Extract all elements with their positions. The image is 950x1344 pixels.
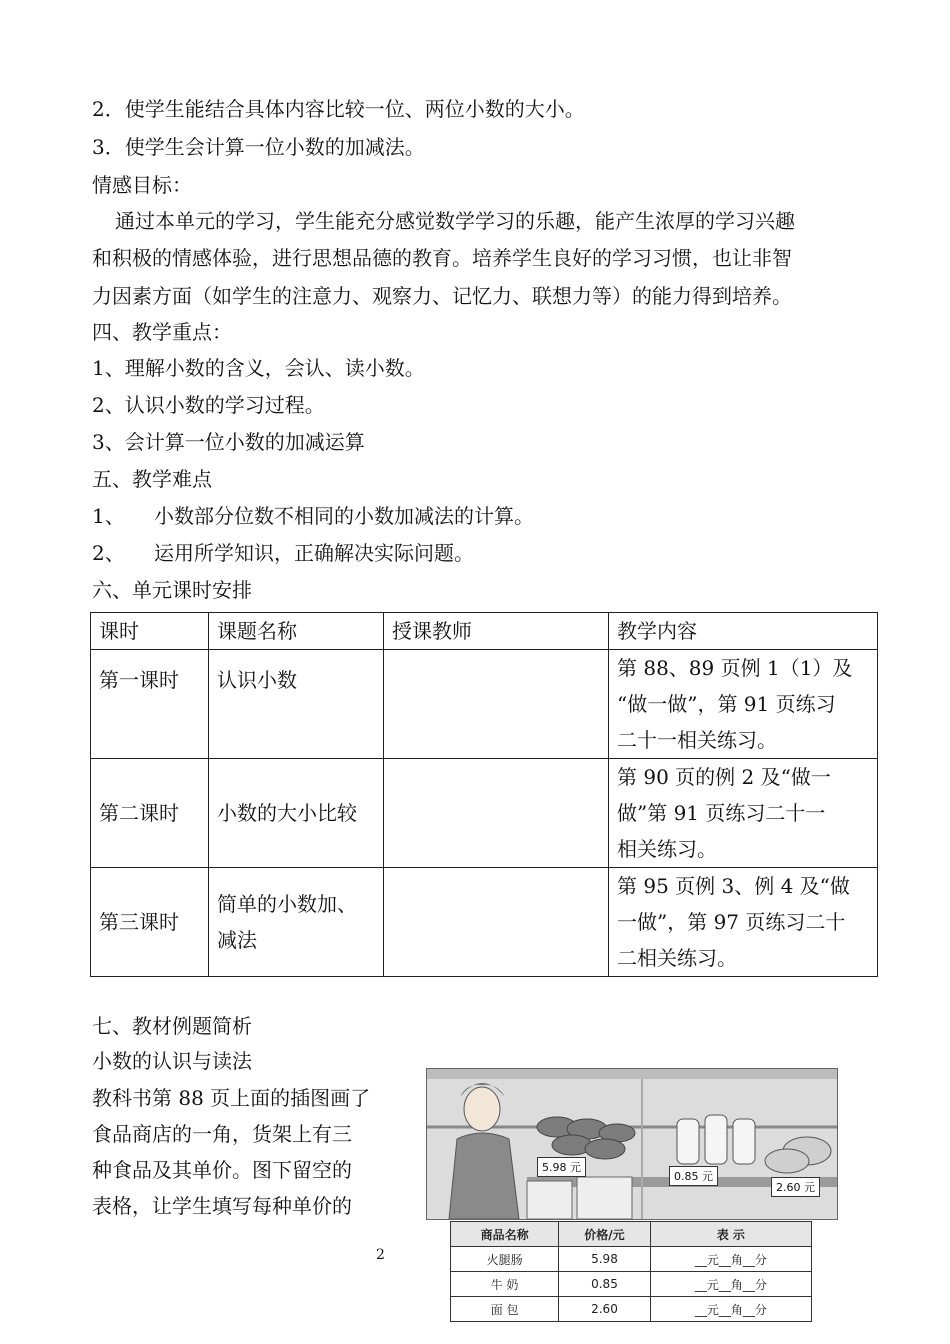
column-header: 教学内容 xyxy=(609,613,878,650)
content-cell xyxy=(609,650,878,759)
affective-line: 力因素方面（如学生的注意力、观察力、记忆力、联想力等）的能力得到培养。 xyxy=(92,284,792,308)
goods-expression: __元__角__分 xyxy=(650,1272,811,1297)
goods-price: 5.98 xyxy=(559,1247,650,1272)
analysis-subheading: 小数的认识与读法 xyxy=(92,1049,252,1073)
title-cell xyxy=(209,868,384,977)
title-line: 简单的小数加、 xyxy=(217,892,357,916)
analysis-paragraph xyxy=(92,1080,410,1224)
key-point-item: 1、理解小数的含义，会认、读小数。 xyxy=(92,356,425,380)
objective-2: 2．使学生能结合具体内容比较一位、两位小数的大小。 xyxy=(92,97,585,121)
content-line: 第 95 页例 3、例 4 及“做 xyxy=(617,874,850,898)
schedule-heading: 六、单元课时安排 xyxy=(92,578,252,602)
goods-expression: __元__角__分 xyxy=(650,1297,811,1322)
difficulty-item xyxy=(92,504,534,528)
teacher-cell xyxy=(384,759,609,868)
goods-header-row xyxy=(451,1222,812,1247)
difficulty-text: 小数部分位数不相同的小数加减法的计算。 xyxy=(154,504,534,528)
period-cell: 第二课时 xyxy=(91,759,209,868)
content-line: “做一做”，第 91 页练习 xyxy=(617,692,836,716)
affective-heading: 情感目标： xyxy=(92,173,192,197)
goods-header: 价格/元 xyxy=(559,1222,650,1247)
table-row xyxy=(91,868,878,977)
goods-name: 牛 奶 xyxy=(451,1272,559,1297)
price-tag-milk: 0.85 元 xyxy=(669,1166,718,1186)
paragraph-line: 教科书第 88 页上面的插图画了 xyxy=(92,1086,371,1110)
price-tag-bread: 2.60 元 xyxy=(771,1177,820,1197)
content-line: 二相关练习。 xyxy=(617,946,737,970)
paragraph-line: 食品商店的一角，货架上有三 xyxy=(92,1122,352,1146)
content-line: 第 88、89 页例 1（1）及 xyxy=(617,656,853,680)
goods-header: 商品名称 xyxy=(451,1222,559,1247)
affective-line: 和积极的情感体验，进行思想品德的教育。培养学生良好的学习习惯，也让非智 xyxy=(92,246,792,270)
title-cell xyxy=(209,650,384,759)
content-line: 做”第 91 页练习二十一 xyxy=(617,801,826,825)
content-line: 相关练习。 xyxy=(617,837,717,861)
content-cell xyxy=(609,759,878,868)
column-header: 授课教师 xyxy=(384,613,609,650)
difficulties-heading: 五、教学难点 xyxy=(92,467,212,491)
title-line: 减法 xyxy=(217,928,257,952)
column-header: 课时 xyxy=(91,613,209,650)
goods-name: 火腿肠 xyxy=(451,1247,559,1272)
content-cell xyxy=(609,868,878,977)
content-line: 二十一相关练习。 xyxy=(617,728,777,752)
page-number: 2 xyxy=(376,1247,385,1263)
title-cell xyxy=(209,759,384,868)
key-point-item: 3、会计算一位小数的加减运算 xyxy=(92,430,365,454)
shop-illustration xyxy=(426,1068,838,1220)
teacher-cell xyxy=(384,650,609,759)
key-point-item: 2、认识小数的学习过程。 xyxy=(92,393,325,417)
goods-header: 表 示 xyxy=(650,1222,811,1247)
period-cell: 第一课时 xyxy=(91,650,209,759)
goods-price: 2.60 xyxy=(559,1297,650,1322)
title-line: 小数的大小比较 xyxy=(217,801,357,825)
price-tag-sausage: 5.98 元 xyxy=(537,1157,586,1177)
difficulty-number: 1、 xyxy=(92,504,125,528)
goods-expression: __元__角__分 xyxy=(650,1247,811,1272)
goods-price-table xyxy=(450,1221,812,1322)
table-header-row xyxy=(91,613,878,650)
table-row xyxy=(91,650,878,759)
objective-3: 3．使学生会计算一位小数的加减法。 xyxy=(92,135,425,159)
table-row xyxy=(91,759,878,868)
difficulty-text: 运用所学知识，正确解决实际问题。 xyxy=(154,541,474,565)
teacher-cell xyxy=(384,868,609,977)
goods-name: 面 包 xyxy=(451,1297,559,1322)
paragraph-line: 表格，让学生填写每种单价的 xyxy=(92,1194,352,1218)
schedule-table xyxy=(90,612,878,977)
content-line: 一做”，第 97 页练习二十 xyxy=(617,910,846,934)
difficulty-number: 2、 xyxy=(92,541,125,565)
period-cell: 第三课时 xyxy=(91,868,209,977)
goods-row xyxy=(451,1272,812,1297)
paragraph-line: 种食品及其单价。图下留空的 xyxy=(92,1158,352,1182)
affective-line: 通过本单元的学习，学生能充分感觉数学学习的乐趣，能产生浓厚的学习兴趣 xyxy=(115,209,795,233)
analysis-heading: 七、教材例题简析 xyxy=(92,1014,252,1038)
title-line: 认识小数 xyxy=(217,668,297,692)
content-line: 第 90 页的例 2 及“做一 xyxy=(617,765,831,789)
goods-row xyxy=(451,1297,812,1322)
key-points-heading: 四、教学重点： xyxy=(92,320,232,344)
goods-row xyxy=(451,1247,812,1272)
column-header: 课题名称 xyxy=(209,613,384,650)
difficulty-item xyxy=(92,541,474,565)
goods-price: 0.85 xyxy=(559,1272,650,1297)
